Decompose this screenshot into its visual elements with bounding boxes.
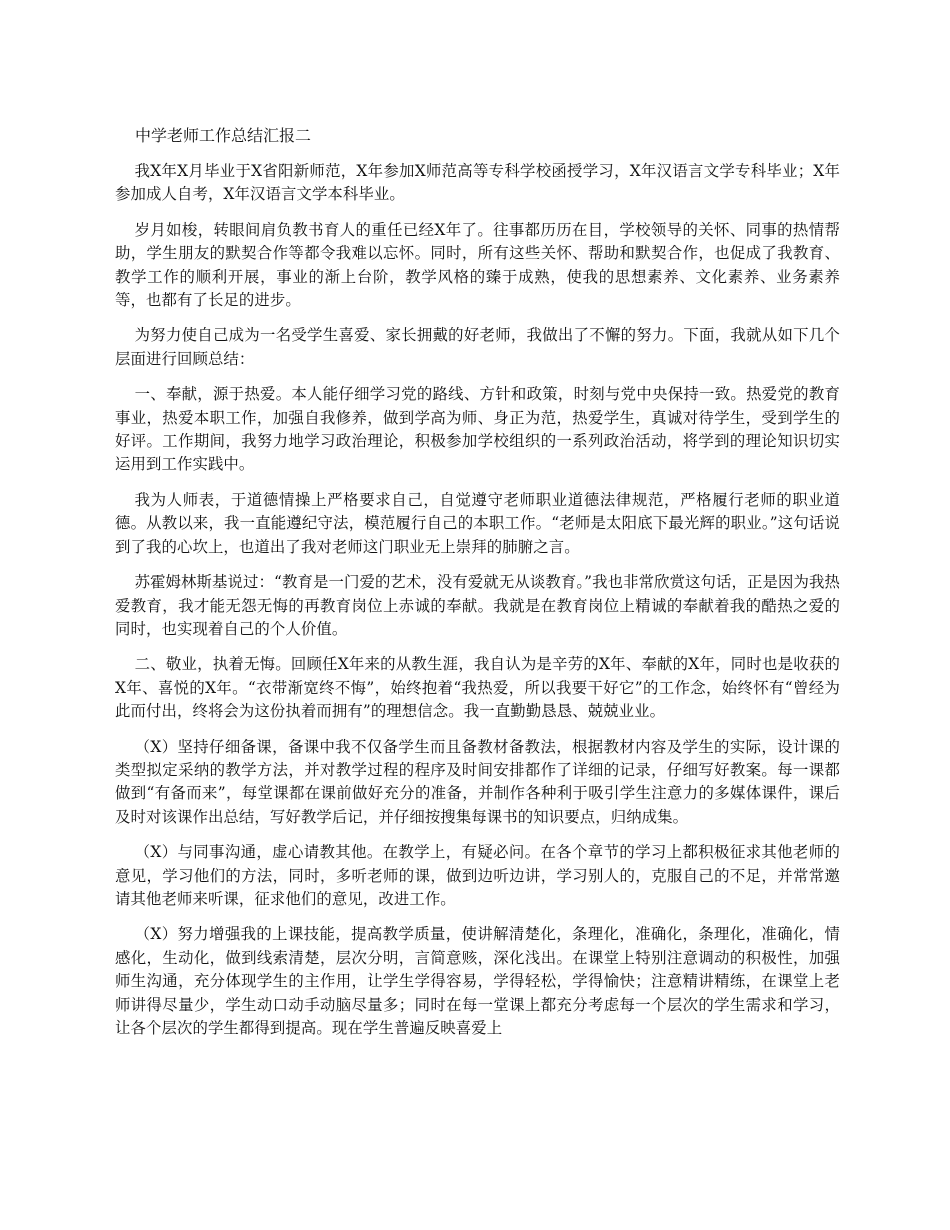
document-title: 中学老师工作总结汇报二 <box>135 126 312 145</box>
paragraph-lesson-preparation: （X）坚持仔细备课，备课中我不仅备学生而且备教材备教法，根据教材内容及学生的实际，设计课的类型拟定采纳的教学方法，并对教学过程的程序及时间安排都作了详细的记录，仔细写好教案。每一课都做到“有备而来”，每堂课都在课前做好充分的准备，并制作各种利于吸引学生注意力的多媒体课件，课后及时对该课作出总结，写好教学后记，并仔细按搜集每课书的知识要点，归纳成集。 <box>115 737 840 826</box>
paragraph-section-2-devotion: 二、敬业，执着无悔。回顾任X年来的从教生涯，我自认为是辛劳的X年、奉献的X年，同时也是收获的X年、喜悦的X年。“衣带渐宽终不悔”，始终抱着“我热爱，所以我要干好它”的工作念，始终怀有“曾经为此而付出，终将会为这份执着而拥有”的理想信念。我一直勤勤恳恳、兢兢业业。 <box>115 655 840 721</box>
paragraph-professional-ethics: 我为人师表，于道德情操上严格要求自己，自觉遵守老师职业道德法律规范，严格履行老师的职业道德。从教以来，我一直能遵纪守法，模范履行自己的本职工作。“老师是太阳底下最光辉的职业。”这句话说到了我的心坎上，也道出了我对老师这门职业无上崇拜的肺腑之言。 <box>115 490 840 556</box>
document-page <box>115 124 840 1052</box>
paragraph-education: 我X年X月毕业于X省阳新师范，X年参加X师范高等专科学校函授学习，X年汉语言文学专科毕业；X年参加成人自考，X年汉语言文学本科毕业。 <box>115 162 840 204</box>
paragraph-teaching-skills: （X）努力增强我的上课技能，提高教学质量，使讲解清楚化，条理化，准确化，条理化，准确化，情感化，生动化，做到线索清楚，层次分明，言简意赅，深化浅出。在课堂上特别注意调动的积极性，加强师生沟通，充分体现学生的主作用，让学生学得容易，学得轻松，学得愉快；注意精讲精练，在课堂上老师讲得尽量少，学生动口动手动脑尽量多；同时在每一堂课上都充分考虑每一个层次的学生需求和学习，让各个层次的学生都得到提高。现在学生普遍反映喜爱上 <box>115 925 840 1037</box>
paragraph-quote: 苏霍姆林斯基说过：“教育是一门爱的艺术，没有爱就无从谈教育。”我也非常欣赏这句话，正是因为我热爱教育，我才能无怨无悔的再教育岗位上赤诚的奉献。我就是在教育岗位上精诚的奉献着我的酷热之爱的同时，也实现着自己的个人价值。 <box>115 573 840 638</box>
paragraph-years-of-teaching: 岁月如梭，转眼间肩负教书育人的重任已经X年了。往事都历历在目，学校领导的关怀、同事的热情帮助，学生朋友的默契合作等都令我难以忘怀。同时，所有这些关怀、帮助和默契合作，也促成了我教育、教学工作的顺利开展，事业的渐上台阶，教学风格的臻于成熟，使我的思想素养、文化素养、业务素养等，也都有了长足的进步。 <box>115 220 840 310</box>
paragraph-colleague-communication: （X）与同事沟通，虚心请教其他。在教学上，有疑必问。在各个章节的学习上都积极征求其他老师的意见，学习他们的方法，同时，多听老师的课，做到边听边讲，学习别人的，克服自己的不足，并常常邀请其他老师来听课，征求他们的意见，改进工作。 <box>115 843 840 908</box>
paragraph-efforts: 为努力使自己成为一名受学生喜爱、家长拥戴的好老师，我做出了不懈的努力。下面，我就从如下几个层面进行回顾总结： <box>115 326 840 368</box>
paragraph-section-1-dedication: 一、奉献，源于热爱。本人能仔细学习党的路线、方针和政策，时刻与党中央保持一致。热爱党的教育事业，热爱本职工作，加强自我修养，做到学高为师、身正为范，热爱学生，真诚对待学生，受到学生的好评。工作期间，我努力地学习政治理论，积极参加学校组织的一系列政治活动，将学到的理论知识切实运用到工作实践中。 <box>115 385 840 474</box>
